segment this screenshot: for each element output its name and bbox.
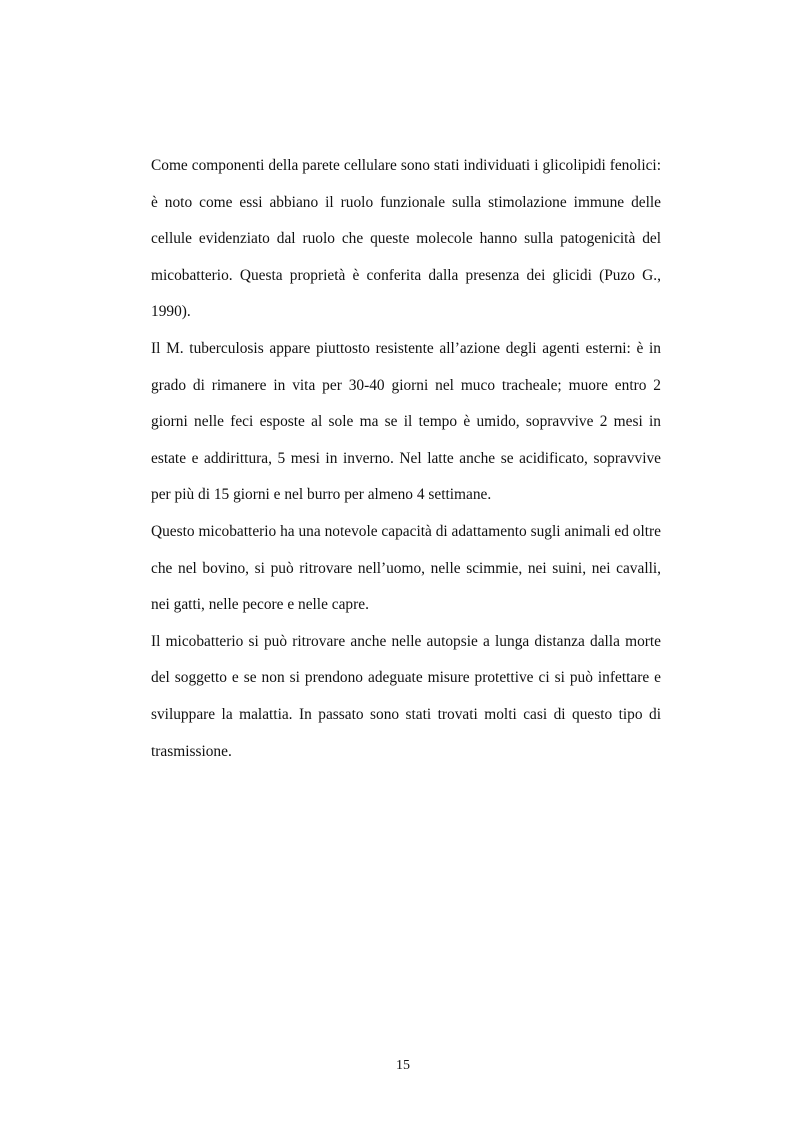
paragraph-autopsy-transmission: Il micobatterio si può ritrovare anche nelle autopsie a lunga distanza dalla morte del soggetto e se non si prendono adeguate misure protettive ci si può infettare e sviluppare la malattia. In passato sono stati trovati molti casi di questo tipo di trasmissione. bbox=[151, 632, 661, 760]
page-number: 15 bbox=[396, 1058, 410, 1073]
paragraph-cell-wall-glycolipids: Come componenti della parete cellulare sono stati individuati i glicolipidi fenolici: è noto come essi abbiano il ruolo funzionale sulla stimolazione immune delle cellule evidenziato dal ruolo che queste molecole hanno sulla patogenicità del micobatterio. Questa proprietà è conferita dalla presenza dei glicidi (Puzo G., 1990). bbox=[151, 157, 661, 321]
body-text bbox=[151, 148, 661, 770]
paragraph-host-adaptation: Questo micobatterio ha una notevole capacità di adattamento sugli animali ed oltre che nel bovino, si può ritrovare nell’uomo, nelle scimmie, nei suini, nei cavalli, nei gatti, nelle pecore e nelle capre. bbox=[151, 522, 661, 614]
paragraph-resistance: Il M. tuberculosis appare piuttosto resistente all’azione degli agenti esterni: è in grado di rimanere in vita per 30-40 giorni nel muco tracheale; muore entro 2 giorni nelle feci esposte al sole ma se il tempo è umido, sopravvive 2 mesi in estate e addirittura, 5 mesi in inverno. Nel latte anche se acidificato, sopravvive per più di 15 giorni e nel burro per almeno 4 settimane. bbox=[151, 339, 661, 504]
